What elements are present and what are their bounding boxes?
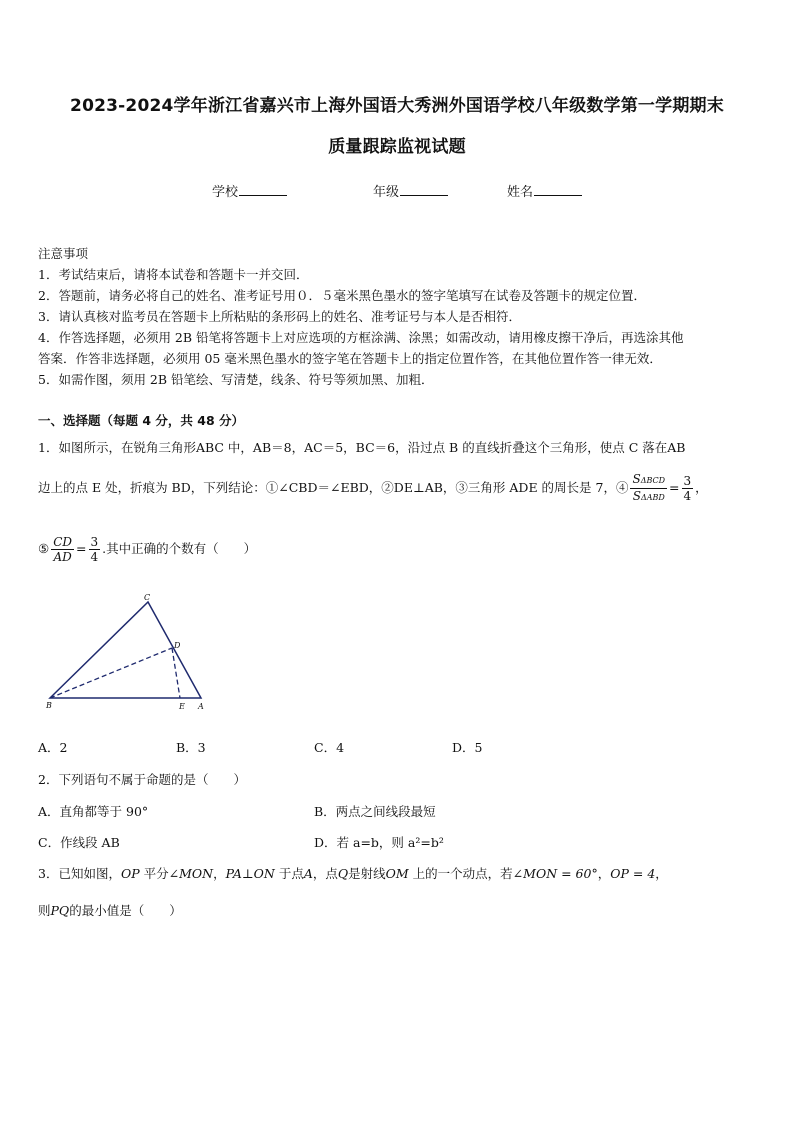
q3-text: ， [213, 866, 226, 881]
note-item: 4．作答选择题，必须用 2B 铅笔将答题卡上对应选项的方框涂满、涂黑；如需改动，请用橡皮擦干净后，再选涂其他 [38, 330, 684, 345]
q3-math: OM [385, 866, 409, 881]
q1-option-b[interactable]: B．3 [176, 740, 206, 755]
label-c: C [144, 593, 151, 602]
q3-stem-line1 [38, 864, 668, 882]
q2-stem: 2．下列语句不属于命题的是（ ） [38, 772, 246, 787]
grade-label: 年级 [373, 185, 400, 200]
q1-cd-ad-value [89, 535, 101, 564]
comma: ， [695, 480, 708, 495]
q3-math: ∠MON = 60° [512, 866, 598, 881]
q1-option-a[interactable]: A．2 [38, 740, 68, 755]
q1-line3-suffix: .其中正确的个数有（ ） [102, 541, 257, 556]
label-a: A [198, 702, 204, 711]
name-blank[interactable] [534, 183, 582, 196]
name-field [507, 181, 582, 200]
grade-blank[interactable] [400, 183, 448, 196]
frac-den: S [632, 489, 641, 503]
equals-sign: = [669, 480, 680, 495]
school-label: 学校 [212, 185, 239, 200]
q3-text: 则 [38, 903, 51, 918]
school-field [212, 181, 287, 200]
q2-option-d[interactable]: D．若 a=b，则 a²=b² [314, 835, 444, 850]
q3-math: PQ [50, 903, 70, 918]
q3-text: ， [655, 866, 668, 881]
name-label: 姓名 [507, 185, 534, 200]
equals-sign: = [76, 541, 87, 556]
q1-ratio-area-fraction [630, 472, 667, 505]
frac-den: 4 [683, 489, 692, 503]
note-item: 5．如需作图，须用 2B 铅笔绘、写清楚，线条、符号等须加黑、加粗． [38, 372, 434, 387]
grade-field [373, 181, 448, 200]
frac-den-sub: ΔABD [640, 493, 665, 502]
section-heading: 一、选择题（每题 4 分，共 48 分） [38, 413, 245, 428]
fold-line-bd [50, 648, 172, 698]
segment-de [172, 648, 180, 698]
q3-math: ∠MON [168, 866, 214, 881]
note-item: 2．答题前，请务必将自己的姓名、准考证号用０．５毫米黑色墨水的签字笔填写在试卷及答题卡的规定位置． [38, 288, 646, 303]
q2-option-b[interactable]: B．两点之间线段最短 [314, 804, 436, 819]
q1-ratio-value-fraction [682, 474, 694, 503]
frac-num: 3 [90, 535, 99, 549]
notes-heading: 注意事项 [38, 246, 89, 261]
exam-title-line2: 质量跟踪监视试题 [328, 137, 466, 157]
label-e: E [179, 702, 185, 711]
q3-text: 3．已知如图， [38, 866, 121, 881]
q3-text: 是射线 [348, 866, 386, 881]
q3-math: A [303, 866, 313, 881]
frac-num: CD [53, 535, 73, 549]
q1-option-c[interactable]: C．4 [314, 740, 345, 755]
frac-num: 3 [683, 474, 692, 488]
q3-text: 平分 [139, 866, 169, 881]
q3-text: 于点 [274, 866, 304, 881]
label-d: D [174, 641, 181, 650]
frac-num: S [632, 472, 641, 486]
note-item: 答案．作答非选择题，必须用 05 毫米黑色墨水的签字笔在答题卡上的指定位置作答，在其他位置作答一律无效． [38, 351, 662, 366]
q2-option-a[interactable]: A．直角都等于 90° [38, 804, 149, 819]
q3-math: Q [337, 866, 349, 881]
triangle-figure [40, 592, 215, 714]
q3-text: 的最小值是（ ） [69, 903, 182, 918]
note-item: 3．请认真核对监考员在答题卡上所粘贴的条形码上的姓名、准考证号与本人是否相符． [38, 309, 521, 324]
q3-math: PA⊥ON [225, 866, 275, 881]
frac-num-sub: ΔBCD [640, 476, 666, 485]
q2-option-c[interactable]: C．作线段 AB [38, 835, 120, 850]
q1-stem-line2 [38, 472, 708, 505]
exam-title-line1: 2023-2024学年浙江省嘉兴市上海外国语大秀洲外国语学校八年级数学第一学期期末 [70, 96, 724, 116]
q1-line2-text: 边上的点 E 处，折痕为 BD，下列结论：①∠CBD＝∠EBD，②DE⊥AB，③三角形 ADE 的周长是 7，④ [38, 480, 629, 495]
school-blank[interactable] [239, 183, 287, 196]
q3-math: OP = 4 [610, 866, 656, 881]
q1-option-d[interactable]: D．5 [452, 740, 483, 755]
frac-den: AD [53, 550, 72, 564]
q3-text: ， [597, 866, 611, 881]
label-b: B [46, 701, 52, 710]
item5-marker: ⑤ [38, 541, 50, 556]
q3-text: ，点 [312, 866, 338, 881]
note-item: 1．考试结束后，请将本试卷和答题卡一并交回． [38, 267, 309, 282]
q3-math: OP [120, 866, 140, 881]
q3-text: 上的一个动点，若 [408, 866, 513, 881]
q1-cd-ad-fraction [51, 535, 74, 564]
q1-stem-line1: 1．如图所示，在锐角三角形ABC 中，AB＝8，AC＝5，BC＝6，沿过点 B 的直线折叠这个三角形，使点 C 落在AB [38, 440, 686, 455]
frac-den: 4 [90, 550, 99, 564]
q1-stem-line3 [38, 535, 256, 564]
q3-stem-line2 [38, 901, 182, 919]
